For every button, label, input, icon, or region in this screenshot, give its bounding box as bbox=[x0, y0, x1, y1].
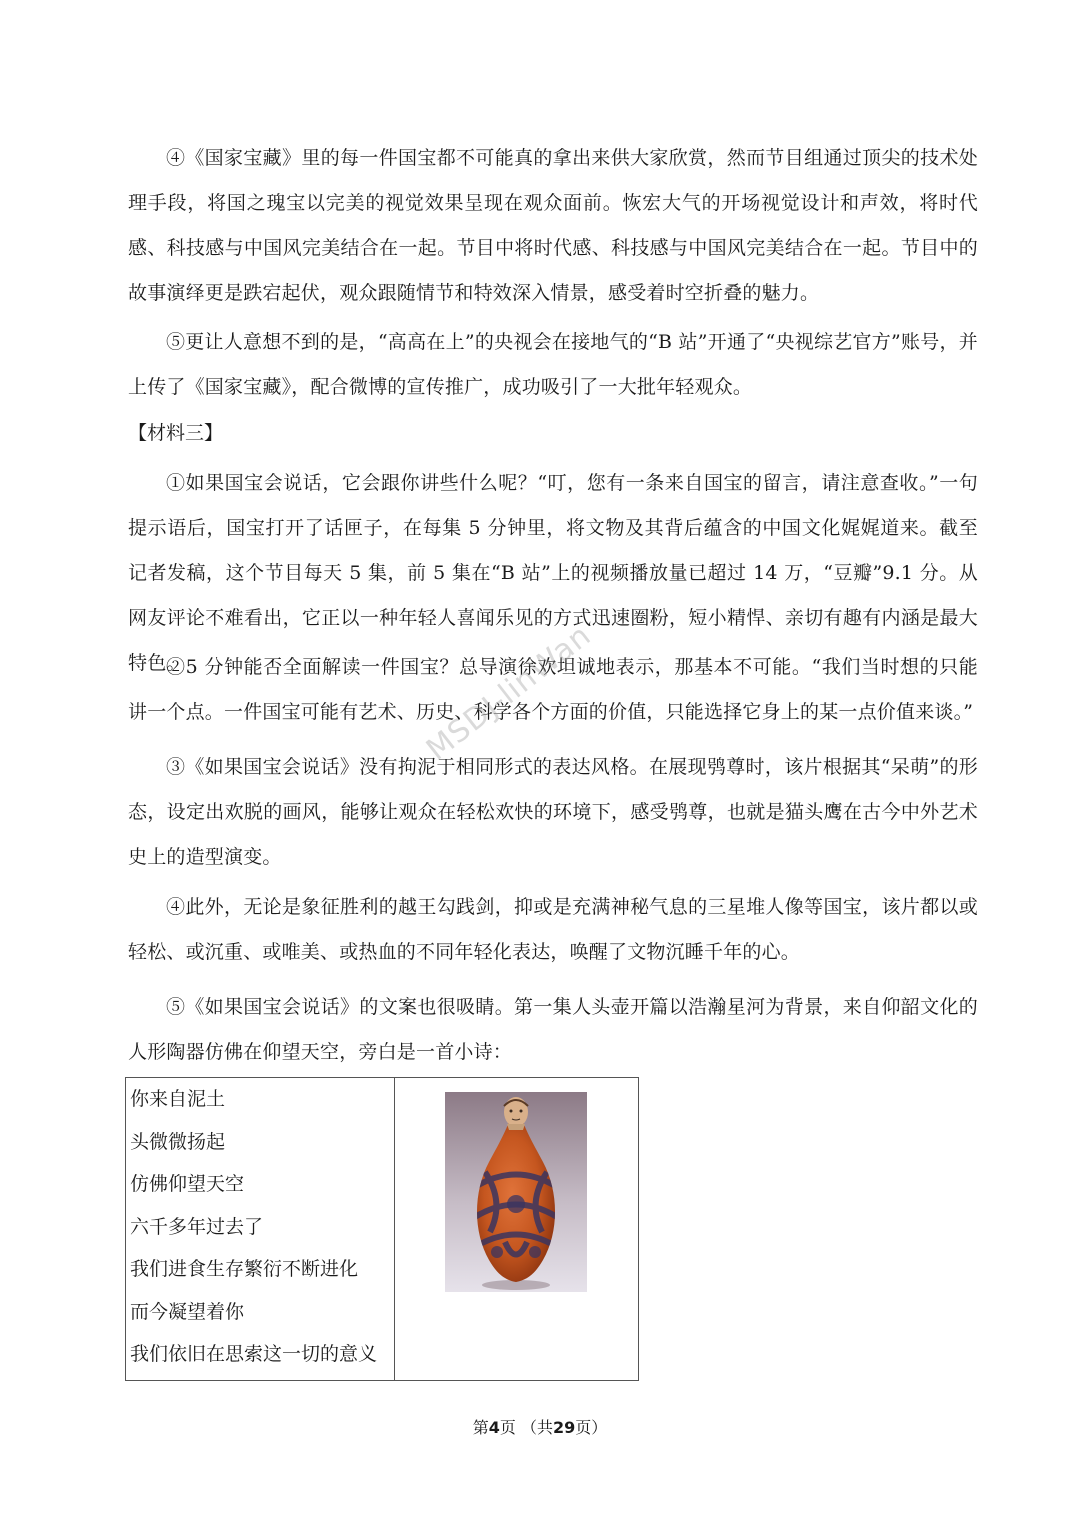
paragraph-material2-4: ④《国家宝藏》里的每一件国宝都不可能真的拿出来供大家欣赏，然而节目组通过顶尖的技术处理手段，将国之瑰宝以完美的视觉效果呈现在观众面前。恢宏大气的开场视觉设计和声效，将时代感、科技感与中国风完美结合在一起。节目中将时代感、科技感与中国风完美结合在一起。节目中的故事演绎更是跌宕起伏，观众跟随情节和特效深入情景，感受着时空折叠的魅力。 bbox=[128, 147, 978, 304]
paragraph-material3-1: ①如果国宝会说话，它会跟你讲些什么呢？“叮，您有一条来自国宝的留言，请注意查收。”一句提示语后，国宝打开了话匣子，在每集 5 分钟里，将文物及其背后蕴含的中国文化娓娓道来。截至记者发稿，这个节目每天 5 集，前 5 集在“B 站”上的视频播放量已超过 14 万，“豆瓣”9.1 分。从网友评论不难看出，它正以一种年轻人喜闻乐见的方式迅速圈粉，短小精悍、亲切有趣有内涵是最大特色。 bbox=[128, 472, 978, 674]
footer-total-pages: 29 bbox=[552, 1418, 576, 1437]
poem-line: 而今凝望着你 bbox=[130, 1300, 245, 1323]
poem-line: 我们进食生存繁衍不断进化 bbox=[130, 1258, 359, 1280]
paragraph-material3-2: ②5 分钟能否全面解读一件国宝？总导演徐欢坦诚地表示，那基本不可能。“我们当时想的只能讲一个点。一件国宝可能有艺术、历史、科学各个方面的价值，只能选择它身上的某一点价值来谈。” bbox=[128, 656, 978, 723]
footer-page-number: 4 bbox=[488, 1418, 500, 1437]
paragraph-material2-5: ⑤更让人意想不到的是，“高高在上”的央视会在接地气的“B 站”开通了“央视综艺官方”账号，并上传了《国家宝藏》，配合微博的宣传推广，成功吸引了一大批年轻观众。 bbox=[128, 331, 978, 398]
paragraph-material3-4: ④此外，无论是象征胜利的越王勾践剑，抑或是充满神秘气息的三星堆人像等国宝，该片都以或轻松、或沉重、或唯美、或热血的不同年轻化表达，唤醒了文物沉睡千年的心。 bbox=[128, 896, 978, 963]
footer-suffix: 页） bbox=[575, 1418, 608, 1437]
poem-line: 六千多年过去了 bbox=[130, 1215, 264, 1238]
section-heading-material3: 【材料三】 bbox=[128, 422, 224, 444]
poem-line: 仿佛仰望天空 bbox=[130, 1173, 245, 1195]
poem-line: 头微微扬起 bbox=[130, 1130, 226, 1153]
poem-table bbox=[125, 1077, 639, 1381]
footer-prefix: 第 bbox=[472, 1418, 489, 1437]
paragraph-material3-5: ⑤《如果国宝会说话》的文案也很吸睛。第一集人头壶开篇以浩瀚星河为背景，来自仰韶文化的人形陶器仿佛在仰望天空，旁白是一首小诗： bbox=[128, 996, 978, 1063]
poem-line: 我们依旧在思索这一切的意义 bbox=[130, 1343, 378, 1365]
human-head-pottery-vase-image bbox=[445, 1092, 587, 1292]
watermark: MSDJ-linWan bbox=[420, 617, 598, 768]
poem-line: 你来自泥土 bbox=[130, 1088, 226, 1110]
poem-cell bbox=[126, 1078, 395, 1381]
page-footer bbox=[0, 1415, 1080, 1438]
footer-mid: 页 （共 bbox=[499, 1418, 553, 1437]
image-cell bbox=[395, 1078, 639, 1381]
paragraph-material3-3: ③《如果国宝会说话》没有拘泥于相同形式的表达风格。在展现鸮尊时，该片根据其“呆萌”的形态，设定出欢脱的画风，能够让观众在轻松欢快的环境下，感受鸮尊，也就是猫头鹰在古今中外艺术史上的造型演变。 bbox=[128, 756, 978, 868]
